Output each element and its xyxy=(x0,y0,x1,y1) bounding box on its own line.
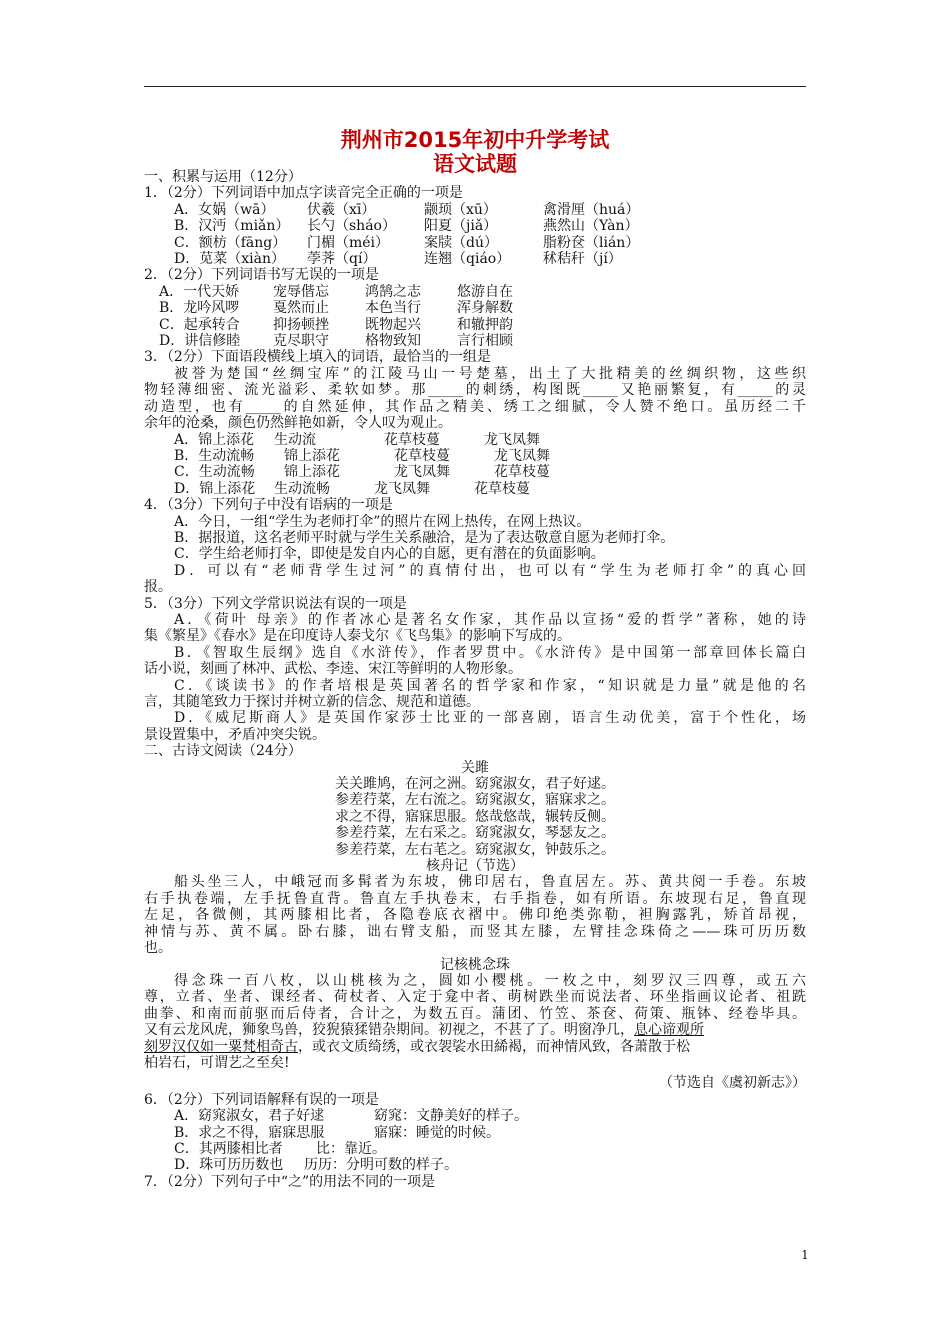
prose-line: 左足，各微侧，其两膝相比者，各隐卷底衣褶中。佛印绝类弥勒，袒胸露乳，矫首昂视， xyxy=(144,907,806,924)
option-item: A．女娲（wā） xyxy=(174,201,275,218)
question-3-stem: 3．（2分）下面语段横线上填入的词语，最恰当的一组是 xyxy=(144,349,491,366)
option-item: 生动流畅 xyxy=(274,480,330,497)
prose-title: 核舟记（节选） xyxy=(426,858,524,875)
option-item: D．珠可历历数也 xyxy=(174,1157,284,1174)
question-5-stem: 5．（3分）下列文学常识说法有误的一项是 xyxy=(144,595,407,612)
question-1-option-a xyxy=(144,202,806,218)
option-item: A．锦上添花 xyxy=(174,431,255,448)
prose-title: 记核桃念珠 xyxy=(440,956,510,973)
option-item: 伏羲（xī） xyxy=(307,201,376,218)
question-5-option-c: C．《谈读书》的作者培根是英国著名的哲学家和作家，“知识就是力量”就是他的名 xyxy=(174,677,806,694)
passage-line: 被誉为楚国“丝绸宝库”的江陵马山一号楚墓，出土了大批精美的丝绸织物，这些织 xyxy=(174,365,806,382)
underlined-segment: 息心谛观所 xyxy=(634,1022,704,1039)
question-5-option-b: B．《智取生辰纲》选自《水浒传》，作者罗贯中。《水浒传》是中国第一部章回体长篇白 xyxy=(174,644,806,661)
option-item: B．求之不得，寤寐思服 xyxy=(174,1124,325,1141)
question-2-option-d xyxy=(144,333,806,349)
option-item: 克尽职守 xyxy=(273,333,329,350)
option-item: 戛然而止 xyxy=(273,300,329,317)
prose-line: 尊，立者、坐者、课经者、荷杖者、入定于龛中者、萌树跌坐而说法者、环坐指画议论者、祖跣 xyxy=(144,989,806,1006)
question-6-option-d xyxy=(144,1157,806,1173)
option-item: A．一代天娇 xyxy=(159,283,240,300)
option-item: 鸿鹄之志 xyxy=(365,283,421,300)
option-item: 宠辱偕忘 xyxy=(273,283,329,300)
underlined-segment: 刻罗汉仅如一粟梵相奇古 xyxy=(144,1038,298,1055)
exam-content xyxy=(144,169,806,1190)
option-item: 锦上添花 xyxy=(284,464,340,481)
question-4-option-b: B．据报道，这名老师平时就与学生关系融洽，是为了表达敬意自愿为老师打伞。 xyxy=(174,529,675,546)
option-item: 龙飞凤舞 xyxy=(484,431,540,448)
option-item: 龙飞凤舞 xyxy=(394,464,450,481)
option-item: 脂粉奁（lián） xyxy=(543,234,640,251)
passage-line: 物轻薄细密、流光溢彩、柔软如梦。那_____的刺绣，构图既_____又艳丽繁复，有_____的灵 xyxy=(144,382,806,399)
question-1-stem: 1．（2分）下列词语中加点字读音完全正确的一项是 xyxy=(144,185,463,202)
option-item: 花草枝蔓 xyxy=(394,447,450,464)
question-2-option-b xyxy=(144,300,806,316)
prose-line: 柏岩石，可谓艺之至矣! xyxy=(144,1054,290,1071)
question-4-option-d-cont: 报。 xyxy=(144,579,172,596)
option-item: 颛顼（xū） xyxy=(424,201,497,218)
question-6-option-c xyxy=(144,1141,806,1157)
question-3-option-c xyxy=(144,464,806,480)
page-number: 1 xyxy=(801,1248,809,1262)
option-item: 生动流 xyxy=(274,431,316,448)
question-4-option-c: C．学生给老师打伞，即使是发自内心的自愿，更有潜在的负面影响。 xyxy=(174,546,605,563)
header-rule xyxy=(144,86,806,87)
question-5-option-d-cont: 景设置集中，矛盾冲突尖锐。 xyxy=(144,726,326,743)
option-item: 花草枝蔓 xyxy=(384,431,440,448)
question-6-option-b xyxy=(144,1125,806,1141)
option-item: 龙飞凤舞 xyxy=(494,447,550,464)
prose-line: 得念珠一百八枚，以山桃核为之，圆如小樱桃。一枚之中，刻罗汉三四尊，或五六 xyxy=(174,972,806,989)
question-3-option-a xyxy=(144,432,806,448)
prose-line: 也。 xyxy=(144,940,172,957)
poem-line: 参差荇菜，左右流之。窈窕淑女，寤寐求之。 xyxy=(335,792,615,809)
section-heading: 二、古诗文阅读（24分） xyxy=(144,743,302,760)
poem-title: 关雎 xyxy=(461,759,489,776)
option-item: D．讲信修睦 xyxy=(159,333,241,350)
prose-line: 曲拳、和南而前驱而后侍者，合计之，为数五百。蒲团、竹笠、茶奁、荷策、瓶钵、经卷毕具。 xyxy=(144,1005,806,1022)
option-item: 格物致知 xyxy=(365,333,421,350)
option-item: 龙飞凤舞 xyxy=(374,480,430,497)
question-2-option-a xyxy=(144,284,806,300)
poem-line: 参差荇菜，左右芼之。窈窕淑女，钟鼓乐之。 xyxy=(335,841,615,858)
option-item: C．其两膝相比者 xyxy=(174,1140,283,1157)
question-2-stem: 2．（2分）下列词语书写无误的一项是 xyxy=(144,267,379,284)
prose-segment: ，或衣文质绮绣，或衣袈裟水田絺褐，而神情风致，各萧散于松 xyxy=(298,1038,690,1055)
option-item: C．起承转合 xyxy=(159,316,240,333)
question-1-option-b xyxy=(144,218,806,234)
question-6-option-a xyxy=(144,1108,806,1124)
option-item: 本色当行 xyxy=(365,300,421,317)
question-5-option-a: A．《荷叶 母亲》的作者冰心是著名女作家，其作品以宣扬“爱的哲学”著称，她的诗 xyxy=(174,611,806,628)
poem-line: 关关雎鸠，在河之洲。窈窕淑女，君子好逑。 xyxy=(335,776,615,793)
question-6-stem: 6．（2分）下列词语解释有误的一项是 xyxy=(144,1091,379,1108)
prose-line xyxy=(144,1022,806,1038)
question-5-option-a-cont: 集《繁星》《春水》是在印度诗人泰戈尔《飞鸟集》的影响下写成的。 xyxy=(144,628,571,645)
passage-line: 余年的沧桑，颜色仍然鲜艳如新，令人叹为观止。 xyxy=(144,415,452,432)
option-item: 寤寐：睡觉的时候。 xyxy=(374,1124,500,1141)
option-item: 长勺（sháo） xyxy=(307,218,396,235)
option-item: A．窈窕淑女，君子好逑 xyxy=(174,1108,325,1125)
option-item: 燕然山（Yàn） xyxy=(543,218,639,235)
question-3-option-d xyxy=(144,481,806,497)
option-item: 连翘（qiáo） xyxy=(424,251,511,268)
option-item: 荸荠（qí） xyxy=(307,251,377,268)
option-item: 历历：分明可数的样子。 xyxy=(304,1157,458,1174)
section-heading: 一、积累与运用（12分） xyxy=(144,169,302,185)
option-item: 秫秸秆（jí） xyxy=(543,251,622,268)
option-item: 案牍（dú） xyxy=(424,234,498,251)
question-1-option-d xyxy=(144,251,806,267)
option-item: 锦上添花 xyxy=(284,447,340,464)
prose-line: 右手执卷端，左手抚鲁直背。鲁直左手执卷末，右手指卷，如有所语。东坡现右足，鲁直现 xyxy=(144,890,806,907)
question-3-option-b xyxy=(144,448,806,464)
option-item: B．生动流畅 xyxy=(174,447,255,464)
option-item: 抑扬顿挫 xyxy=(273,316,329,333)
question-5-option-d: D．《威尼斯商人》是英国作家莎士比亚的一部喜剧，语言生动优美，富于个性化，场 xyxy=(174,710,806,727)
question-4-option-d: D．可以有“老师背学生过河”的真情付出，也可以有“学生为老师打伞”的真心回 xyxy=(174,562,806,579)
option-item: 浑身解数 xyxy=(457,300,513,317)
option-item: 悠游自在 xyxy=(457,283,513,300)
prose-line xyxy=(144,1039,806,1055)
question-5-option-b-cont: 话小说，刻画了林冲、武松、李逵、宋江等鲜明的人物形象。 xyxy=(144,661,522,678)
question-7-stem: 7．（2分）下列句子中“之”的用法不同的一项是 xyxy=(144,1173,436,1190)
option-item: 花草枝蔓 xyxy=(474,480,530,497)
option-item: 窈窕：文静美好的样子。 xyxy=(374,1108,528,1125)
poem-line: 参差荇菜，左右采之。窈窕淑女，琴瑟友之。 xyxy=(335,825,615,842)
option-item: 比：靠近。 xyxy=(316,1140,386,1157)
question-1-option-c xyxy=(144,235,806,251)
option-item: D．锦上添花 xyxy=(174,480,256,497)
option-item: 和辙押韵 xyxy=(457,316,513,333)
passage-line: 动造型，也有_____的自然延伸，其作品之精美、绣工之细腻，令人赞不绝口。虽历经二千 xyxy=(144,398,806,415)
question-2-option-c xyxy=(144,317,806,333)
prose-segment: 又有云龙风虎，狮象鸟兽，狡猊猿猱错杂期间。初视之，不甚了了。明窗净几， xyxy=(144,1022,634,1039)
option-item: 门楣（méi） xyxy=(307,234,390,251)
option-item: B．汉沔（miǎn） xyxy=(174,218,290,235)
option-item: 阳夏（jiǎ） xyxy=(424,218,498,235)
question-4-stem: 4．（3分）下列句子中没有语病的一项是 xyxy=(144,497,393,514)
option-item: 禽滑厘（huá） xyxy=(543,201,640,218)
option-item: D．苋菜（xiàn） xyxy=(174,251,285,268)
prose-line: 神情与苏、黄不属。卧右膝，诎右臂支船，而竖其左膝，左臂挂念珠倚之——珠可历历数 xyxy=(144,923,806,940)
question-4-option-a: A．今日，一组“学生为老师打伞”的照片在网上热传，在网上热议。 xyxy=(174,513,591,530)
option-item: C．生动流畅 xyxy=(174,464,255,481)
poem-line: 求之不得，寤寐思服。悠哉悠哉，辗转反侧。 xyxy=(335,808,615,825)
prose-line: 船头坐三人，中峨冠而多髯者为东坡，佛印居右，鲁直居左。苏、黄共阅一手卷。东坡 xyxy=(174,874,806,891)
option-item: C．额枋（fāng） xyxy=(174,234,287,251)
exam-subtitle: 语文试题 xyxy=(433,152,517,176)
source-citation: （节选自《虞初新志》） xyxy=(659,1075,806,1092)
exam-title: 荆州市2015年初中升学考试 xyxy=(340,128,610,152)
option-item: 言行相顾 xyxy=(457,333,513,350)
option-item: 既物起兴 xyxy=(365,316,421,333)
option-item: B．龙吟风啰 xyxy=(159,300,240,317)
option-item: 花草枝蔓 xyxy=(494,464,550,481)
question-5-option-c-cont: 言，其随笔致力于探讨并树立新的信念、规范和道德。 xyxy=(144,694,480,710)
